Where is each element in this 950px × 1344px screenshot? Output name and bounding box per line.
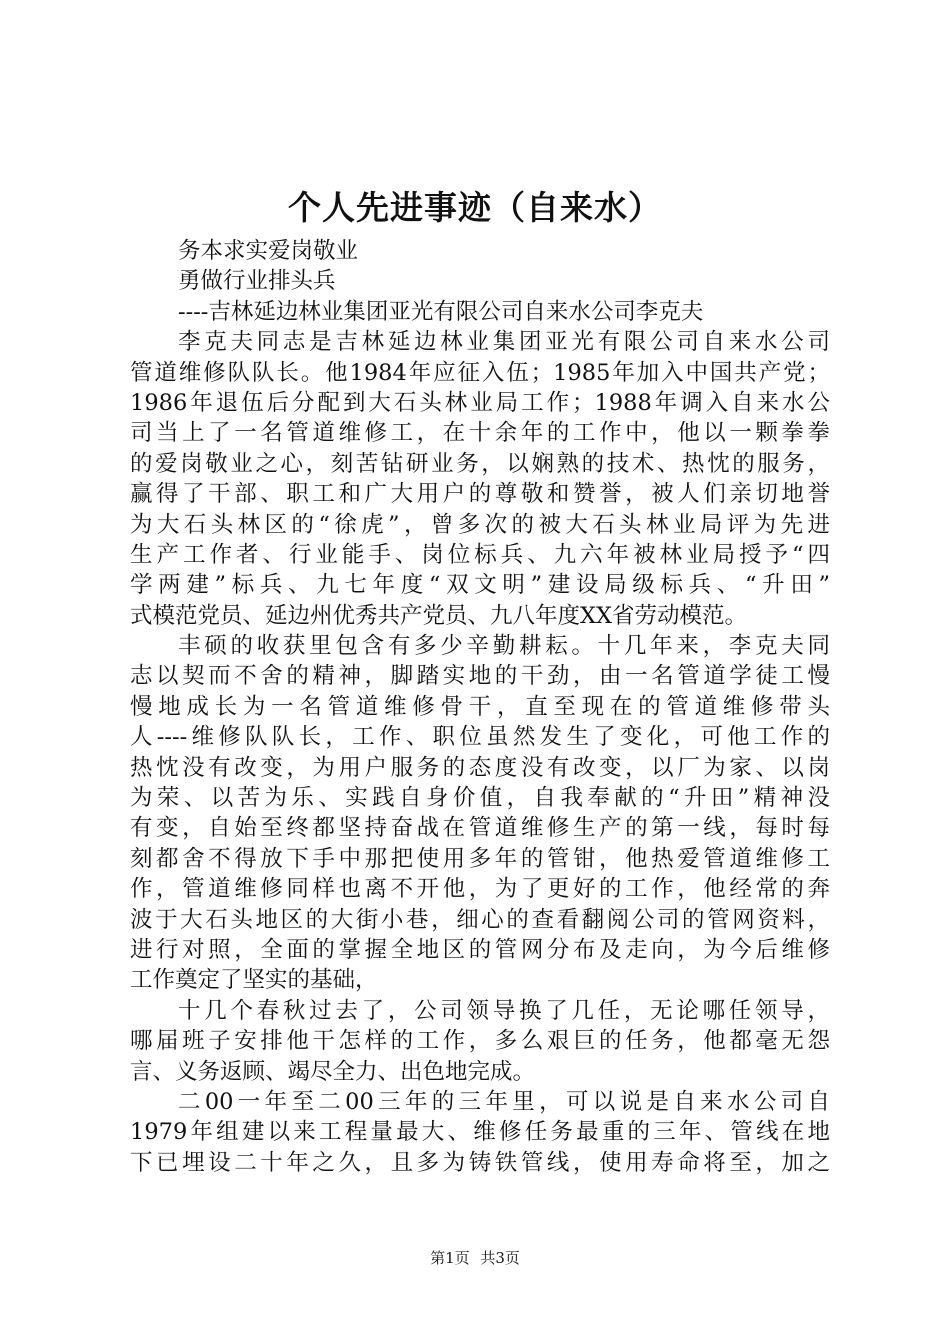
paragraph-line: 刻都舍不得放下手中那把使用多年的管钳，他热爱管道维修工 (130, 845, 830, 872)
paragraph-line: 志以契而不舍的精神，脚踏实地的干劲，由一名管道学徒工慢 (130, 663, 830, 690)
author-line: ----吉林延边林业集团亚光有限公司自来水公司李克夫 (178, 298, 704, 325)
page-total: 共3页 (480, 1249, 520, 1267)
paragraph-line: 工作奠定了坚实的基础， (130, 967, 378, 994)
page-footer (0, 1248, 950, 1268)
page-title: 个人先进事迹（自来水） (288, 188, 662, 227)
paragraph-line: 有变，自始至终都坚持奋战在管道维修生产的第一线，每时每 (130, 815, 830, 842)
paragraph-line: 李克夫同志是吉林延边林业集团亚光有限公司自来水公司 (178, 329, 830, 356)
paragraph-line: 赢得了干部、职工和广大用户的尊敬和赞誉，被人们亲切地誉 (130, 481, 830, 508)
paragraph-line: 1986年退伍后分配到大石头林业局工作；1988年调入自来水公 (130, 389, 830, 416)
document-body (130, 236, 830, 1178)
paragraph-line: 为大石头林区的“徐虎”，曾多次的被大石头林业局评为先进 (130, 511, 830, 538)
paragraph-line: 慢地成长为一名管道维修骨干，直至现在的管道维修带头 (130, 693, 830, 720)
page-number: 第1页 (430, 1249, 470, 1267)
paragraph-line: 管道维修队队长。他1984年应征入伍；1985年加入中国共产党； (130, 359, 830, 386)
paragraph-line: 为荣、以苦为乐、实践自身价值，自我奉献的“升田”精神没 (130, 785, 830, 812)
paragraph-line: 1979年组建以来工程量最大、维修任务最重的三年、管线在地 (130, 1119, 830, 1146)
paragraph-line: 哪届班子安排他干怎样的工作，多么艰巨的任务，他都毫无怨 (130, 1028, 830, 1055)
paragraph-line: 式模范党员、延边州优秀共产党员、九八年度XX省劳动模范。 (130, 602, 748, 629)
paragraph-line: 丰硕的收获里包含有多少辛勤耕耘。十几年来，李克夫同 (178, 633, 830, 660)
subtitle-line: 务本求实爱岗敬业 (178, 238, 359, 264)
paragraph-line: 进行对照，全面的掌握全地区的管网分布及走向，为今后维修 (130, 936, 830, 963)
paragraph-line: 二00一年至二00三年的三年里，可以说是自来水公司自 (178, 1088, 830, 1115)
paragraph-line: 热忱没有改变，为用户服务的态度没有改变，以厂为家、以岗 (130, 754, 830, 781)
paragraph-line: 波于大石头地区的大街小巷，细心的查看翻阅公司的管网资料， (130, 906, 830, 933)
paragraph-line: 的爱岗敬业之心，刻苦钻研业务，以娴熟的技术、热忱的服务， (130, 450, 830, 477)
paragraph-line: 作，管道维修同样也离不开他，为了更好的工作，他经常的奔 (130, 876, 830, 903)
paragraph-line: 人----维修队队长，工作、职位虽然发生了变化，可他工作的 (130, 724, 830, 751)
paragraph-line: 十几个春秋过去了，公司领导换了几任，无论哪任领导， (178, 997, 830, 1024)
paragraph-line: 生产工作者、行业能手、岗位标兵、九六年被林业局授予“四 (130, 541, 830, 568)
paragraph-line: 司当上了一名管道维修工，在十余年的工作中，他以一颗拳拳 (130, 420, 830, 447)
paragraph-line: 下已埋设二十年之久，且多为铸铁管线，使用寿命将至，加之 (130, 1149, 830, 1176)
subtitle-line: 勇做行业排头兵 (178, 268, 336, 295)
paragraph-line: 学两建”标兵、九七年度“双文明”建设局级标兵、“升田” (130, 572, 830, 599)
paragraph-line: 言、义务返顾、竭尽全力、出色地完成。 (130, 1058, 536, 1085)
